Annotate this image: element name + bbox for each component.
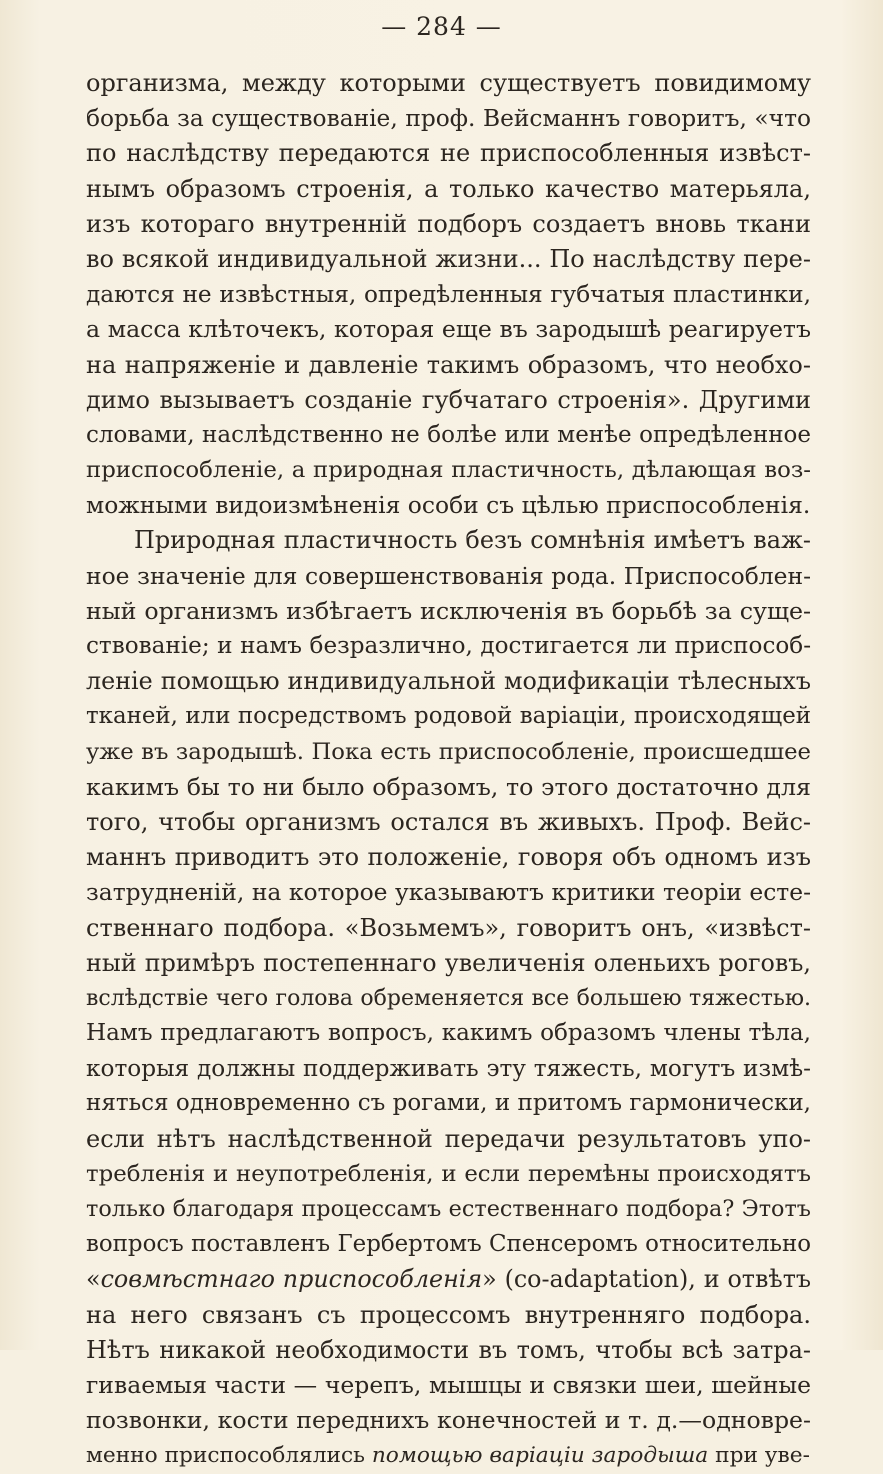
text-line: Намъ предлагаютъ вопросъ, какимъ образомъ члены тѣла, [86, 1020, 811, 1047]
text-line: а масса клѣточекъ, которая еще въ зародышѣ реагируетъ [86, 315, 811, 344]
text-line: ное значеніе для совершенствованія рода. Приспособлен- [86, 561, 811, 590]
text-line: борьба за существованіе, проф. Вейсманнъ говоритъ, «что [86, 105, 811, 133]
text-line: ственнаго подбора. «Возьмемъ», говоритъ онъ, «извѣст- [86, 913, 811, 942]
text-line: можными видоизмѣненія особи съ цѣлью приспособленія. [86, 491, 811, 520]
text-line: вслѣдствіе чего голова обременяется все большею тяжестью. [86, 985, 811, 1011]
text-line: нымъ образомъ строенія, а только качество матерьяла, [86, 174, 811, 203]
italic-text-segment: совмѣстнаго приспособленія [100, 1265, 483, 1294]
text-line: Природная пластичность безъ сомнѣнія имѣетъ важ- [134, 526, 811, 555]
text-line: маннъ приводитъ это положеніе, говоря объ одномъ изъ [86, 843, 811, 872]
text-segment: « [86, 1265, 101, 1294]
text-line: ствованіе; и намъ безразлично, достигается ли приспособ- [86, 633, 811, 659]
text-line: если нѣтъ наслѣдственной передачи результатовъ упо- [86, 1124, 811, 1153]
text-line: только благодаря процессамъ естественнаго подбора? Этотъ [86, 1196, 811, 1222]
text-line: Нѣтъ никакой необходимости въ томъ, чтобы всѣ затра- [86, 1335, 811, 1364]
text-segment: менно приспособлялись [86, 1443, 372, 1469]
body-text [86, 66, 811, 1474]
text-line: приспособленіе, а природная пластичность, дѣлающая воз- [86, 457, 811, 484]
text-line [86, 1262, 811, 1297]
text-line: того, чтобы организмъ остался въ живыхъ. Проф. Вейс- [86, 807, 811, 836]
text-line: на него связанъ съ процессомъ внутренняго подбора. [86, 1300, 811, 1329]
text-line: требленія и неупотребленія, и если перемѣны происходятъ [86, 1160, 811, 1187]
text-line: на напряженіе и давленіе такимъ образомъ, что необхо- [86, 350, 811, 379]
text-line: которыя должны поддерживать эту тяжесть, могутъ измѣ- [86, 1055, 811, 1083]
text-line: тканей, или посредствомъ родовой варіаціи, происходящей [86, 703, 811, 730]
italic-text-segment: помощью варіаціи зародыша [371, 1443, 709, 1469]
text-line: гиваемыя части — черепъ, мышцы и связки шеи, шейные [86, 1370, 811, 1399]
text-line: леніе помощью индивидуальной модификаціи тѣлесныхъ [86, 667, 811, 696]
text-line: уже въ зародышѣ. Пока есть приспособленіе, происшедшее [86, 738, 811, 765]
text-line: какимъ бы то ни было образомъ, то этого достаточно для [86, 772, 811, 801]
text-line: изъ котораго внутренній подборъ создаетъ вновь ткани [86, 209, 811, 238]
text-segment: при уве- [708, 1443, 810, 1469]
text-line: даются не извѣстныя, опредѣленныя губчатыя пластинки, [86, 281, 811, 309]
text-line: ный организмъ избѣгаетъ исключенія въ борьбѣ за суще- [86, 596, 811, 625]
text-line: во всякой индивидуальной жизни... По наслѣдству пере- [86, 244, 811, 273]
text-line: димо вызываетъ созданіе губчатаго строенія». Другими [86, 385, 811, 414]
text-line: затрудненій, на которое указываютъ критики теоріи есте- [86, 878, 811, 907]
text-line: позвонки, кости переднихъ конечностей и т. д.—одновре- [86, 1406, 811, 1435]
text-line: словами, наслѣдственно не болѣе или менѣе опредѣленное [86, 421, 811, 448]
text-line: по наслѣдству передаются не приспособленныя извѣст- [86, 139, 811, 168]
text-line [86, 1438, 811, 1473]
text-line: вопросъ поставленъ Гербертомъ Спенсеромъ относительно [86, 1231, 811, 1258]
text-line: няться одновременно съ рогами, и притомъ гармонически, [86, 1090, 811, 1117]
text-line: организма, между которыми существуетъ повидимому [86, 69, 811, 97]
text-line: ный примѣръ постепеннаго увеличенія оленьихъ роговъ, [86, 948, 811, 977]
text-segment: » (co-adaptation), и отвѣтъ [482, 1265, 812, 1294]
page-number-header: — 284 — [381, 12, 502, 41]
